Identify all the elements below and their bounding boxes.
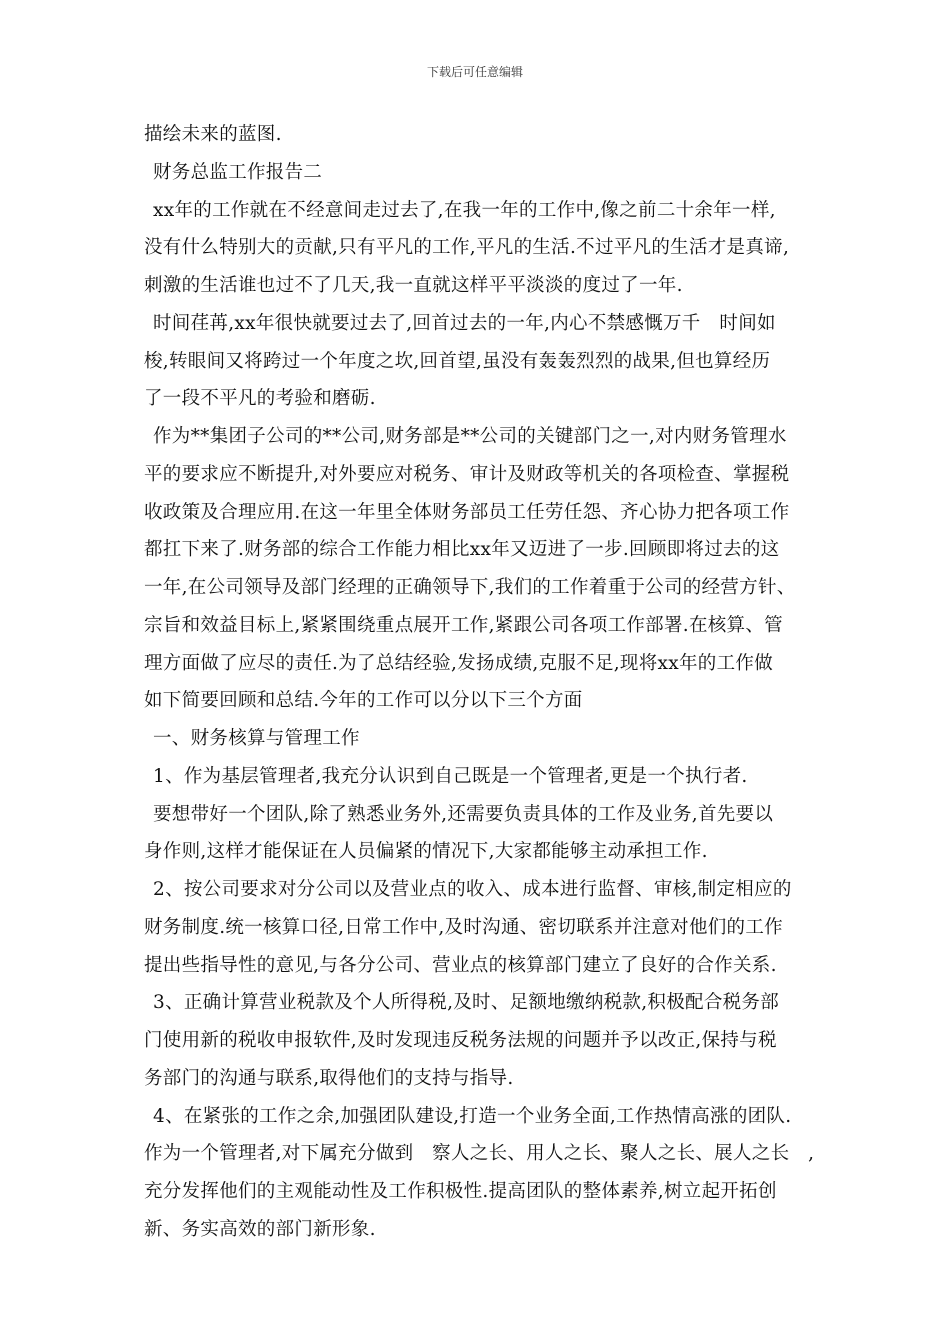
text-line: 刺激的生活谁也过不了几天,我一直就这样平平淡淡的度过了一年. [144,275,683,296]
text-line: 要想带好一个团队,除了熟悉业务外,还需要负责具体的工作及业务,首先要以 [153,803,774,825]
text-line: 收政策及合理应用.在这一年里全体财务部员工任劳任怨、齐心协力把各项工作 [144,501,790,523]
text-line: 身作则,这样才能保证在人员偏紧的情况下,大家都能够主动承担工作. [144,841,708,863]
text-line: 梭,转眼间又将跨过一个年度之坎,回首望,虽没有轰轰烈烈的战果,但也算经历 [144,350,771,372]
document-body [144,116,820,1249]
text-line: 新、务实高效的部门新形象. [144,1218,376,1240]
text-line: 一、财务核算与管理工作 [153,728,360,749]
text-line: 4、在紧张的工作之余,加强团队建设,打造一个业务全面,工作热情高涨的团队. [153,1105,792,1127]
text-line: 理方面做了应尽的责任.为了总结经验,发扬成绩,克服不足,现将xx年的工作做 [144,652,773,674]
text-line: 财务制度.统一核算口径,日常工作中,及时沟通、密切联系并注意对他们的工作 [144,916,783,938]
text-line: 充分发挥他们的主观能动性及工作积极性.提高团队的整体素养,树立起开拓创 [144,1181,777,1202]
text-line: 提出些指导性的意见,与各分公司、营业点的核算部门建立了良好的合作关系. [144,954,777,976]
text-line: 没有什么特别大的贡献,只有平凡的工作,平凡的生活.不过平凡的生活才是真谛, [144,237,790,259]
text-line: 1、作为基层管理者,我充分认识到自己既是一个管理者,更是一个执行者. [153,765,748,787]
text-line: 务部门的沟通与联系,取得他们的支持与指导. [144,1067,514,1089]
text-line: 如下简要回顾和总结.今年的工作可以分以下三个方面 [144,690,583,712]
text-line: 了一段不平凡的考验和磨砺. [144,388,376,410]
text-line: 平的要求应不断提升,对外要应对税务、审计及财政等机关的各项检查、掌握税 [144,463,790,485]
text-line: 都扛下来了.财务部的综合工作能力相比xx年又迈进了一步.回顾即将过去的这 [144,539,780,561]
page-header: 下载后可任意编辑 [426,65,523,79]
text-line: xx年的工作就在不经意间走过去了,在我一年的工作中,像之前二十余年一样, [153,199,776,221]
text-line: 一年,在公司领导及部门经理的正确领导下,我们的工作着重于公司的经营方针、 [144,577,796,598]
text-line: 作为**集团子公司的**公司,财务部是**公司的关键部门之一,对内财务管理水 [153,426,787,447]
text-line: 3、正确计算营业税款及个人所得税,及时、足额地缴纳税款,积极配合税务部 [153,992,780,1014]
text-line: 时间荏苒,xx年很快就要过去了,回首过去的一年,内心不禁感慨万千 时间如 [153,312,776,334]
text-line: 宗旨和效益目标上,紧紧围绕重点展开工作,紧跟公司各项工作部署.在核算、管 [144,614,783,636]
text-line: 作为一个管理者,对下属充分做到 察人之长、用人之长、聚人之长、展人之长 , [144,1143,815,1165]
text-line: 描绘未来的蓝图. [144,124,282,145]
text-line: 财务总监工作报告二 [153,161,323,183]
text-line: 门使用新的税收申报软件,及时发现违反税务法规的问题并予以改正,保持与税 [144,1030,777,1051]
text-line: 2、按公司要求对分公司以及营业点的收入、成本进行监督、审核,制定相应的 [153,879,792,900]
